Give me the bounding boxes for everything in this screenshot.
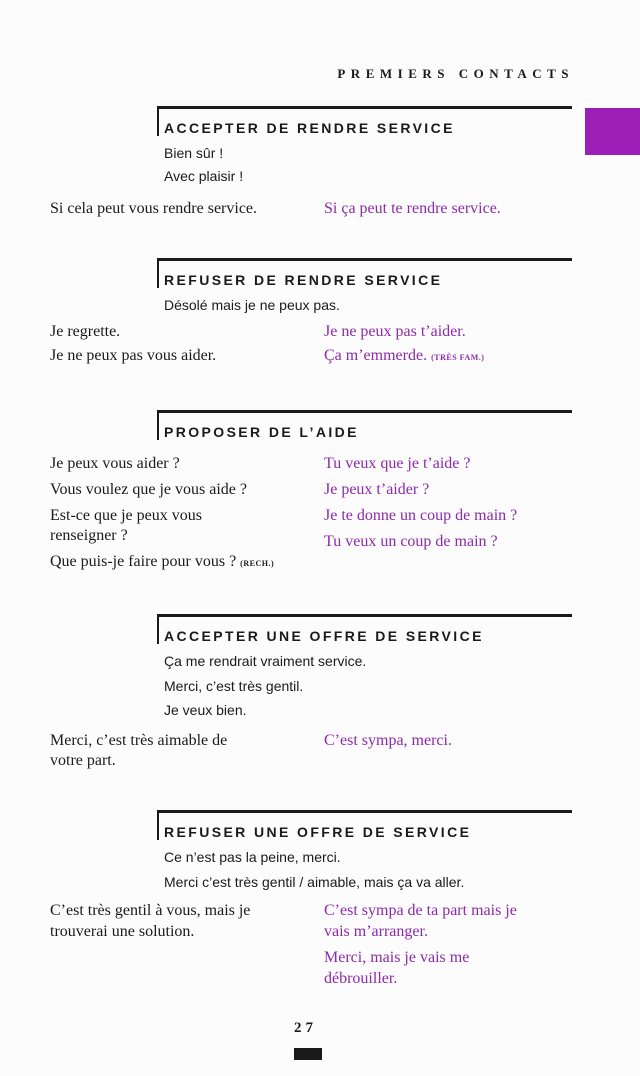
neutral-phrase: Merci, c’est très gentil. bbox=[164, 678, 304, 694]
section-rule bbox=[157, 810, 572, 813]
informal-phrase: Je te donne un coup de main ? bbox=[324, 507, 518, 524]
formal-phrase: Je regrette. bbox=[50, 323, 121, 340]
section-rule bbox=[157, 106, 572, 109]
neutral-phrase: Bien sûr ! bbox=[164, 145, 224, 161]
informal-phrase: Merci, mais je vais me bbox=[324, 949, 470, 966]
section-title: REFUSER DE RENDRE SERVICE bbox=[164, 272, 443, 288]
formal-phrase: votre part. bbox=[50, 752, 116, 769]
informal-phrase: débrouiller. bbox=[324, 970, 398, 987]
register-tag: (RECH.) bbox=[240, 559, 275, 568]
section-rule bbox=[157, 410, 572, 413]
neutral-phrase: Je veux bien. bbox=[164, 702, 247, 718]
informal-phrase: Tu veux un coup de main ? bbox=[324, 533, 498, 550]
formal-phrase bbox=[50, 551, 320, 575]
folio-bar bbox=[294, 1048, 322, 1060]
formal-phrase: C’est très gentil à vous, mais je bbox=[50, 902, 251, 919]
formal-phrase: Si cela peut vous rendre service. bbox=[50, 200, 258, 217]
section-title: REFUSER UNE OFFRE DE SERVICE bbox=[164, 824, 472, 840]
informal-phrase-text: Ça m’emmerde. bbox=[324, 347, 428, 364]
neutral-phrase: Ce n’est pas la peine, merci. bbox=[164, 849, 341, 865]
informal-phrase: Je peux t’aider ? bbox=[324, 481, 430, 498]
formal-phrase-text: Que puis-je faire pour vous ? bbox=[50, 553, 237, 570]
informal-phrase: Si ça peut te rendre service. bbox=[324, 200, 501, 217]
informal-phrase: C’est sympa de ta part mais je bbox=[324, 902, 517, 919]
neutral-phrase: Ça me rendrait vraiment service. bbox=[164, 653, 367, 669]
register-tag: (TRÈS FAM.) bbox=[431, 353, 485, 362]
section-title: ACCEPTER DE RENDRE SERVICE bbox=[164, 120, 455, 136]
formal-phrase: Merci, c’est très aimable de bbox=[50, 732, 228, 749]
informal-phrase: C’est sympa, merci. bbox=[324, 732, 452, 749]
neutral-phrase: Merci c’est très gentil / aimable, mais ça va aller. bbox=[164, 874, 465, 890]
section-title: PROPOSER DE L’AIDE bbox=[164, 424, 359, 440]
formal-phrase: Est-ce que je peux vous bbox=[50, 507, 202, 524]
formal-phrase: Vous voulez que je vous aide ? bbox=[50, 481, 247, 498]
informal-phrase: Je ne peux pas t’aider. bbox=[324, 323, 466, 340]
section-title: ACCEPTER UNE OFFRE DE SERVICE bbox=[164, 628, 484, 644]
informal-phrase bbox=[324, 345, 594, 369]
informal-phrase: Tu veux que je t’aide ? bbox=[324, 455, 471, 472]
chapter-thumb-tab bbox=[585, 108, 640, 155]
section-rule bbox=[157, 614, 572, 617]
formal-phrase: trouverai une solution. bbox=[50, 923, 195, 940]
formal-phrase: renseigner ? bbox=[50, 527, 128, 544]
neutral-phrase: Avec plaisir ! bbox=[164, 168, 244, 184]
formal-phrase: Je peux vous aider ? bbox=[50, 455, 180, 472]
section-rule bbox=[157, 258, 572, 261]
neutral-phrase: Désolé mais je ne peux pas. bbox=[164, 297, 340, 313]
page-number: 27 bbox=[294, 1020, 317, 1036]
running-head: PREMIERS CONTACTS bbox=[337, 66, 574, 81]
formal-phrase: Je ne peux pas vous aider. bbox=[50, 347, 217, 364]
informal-phrase: vais m’arranger. bbox=[324, 923, 428, 940]
